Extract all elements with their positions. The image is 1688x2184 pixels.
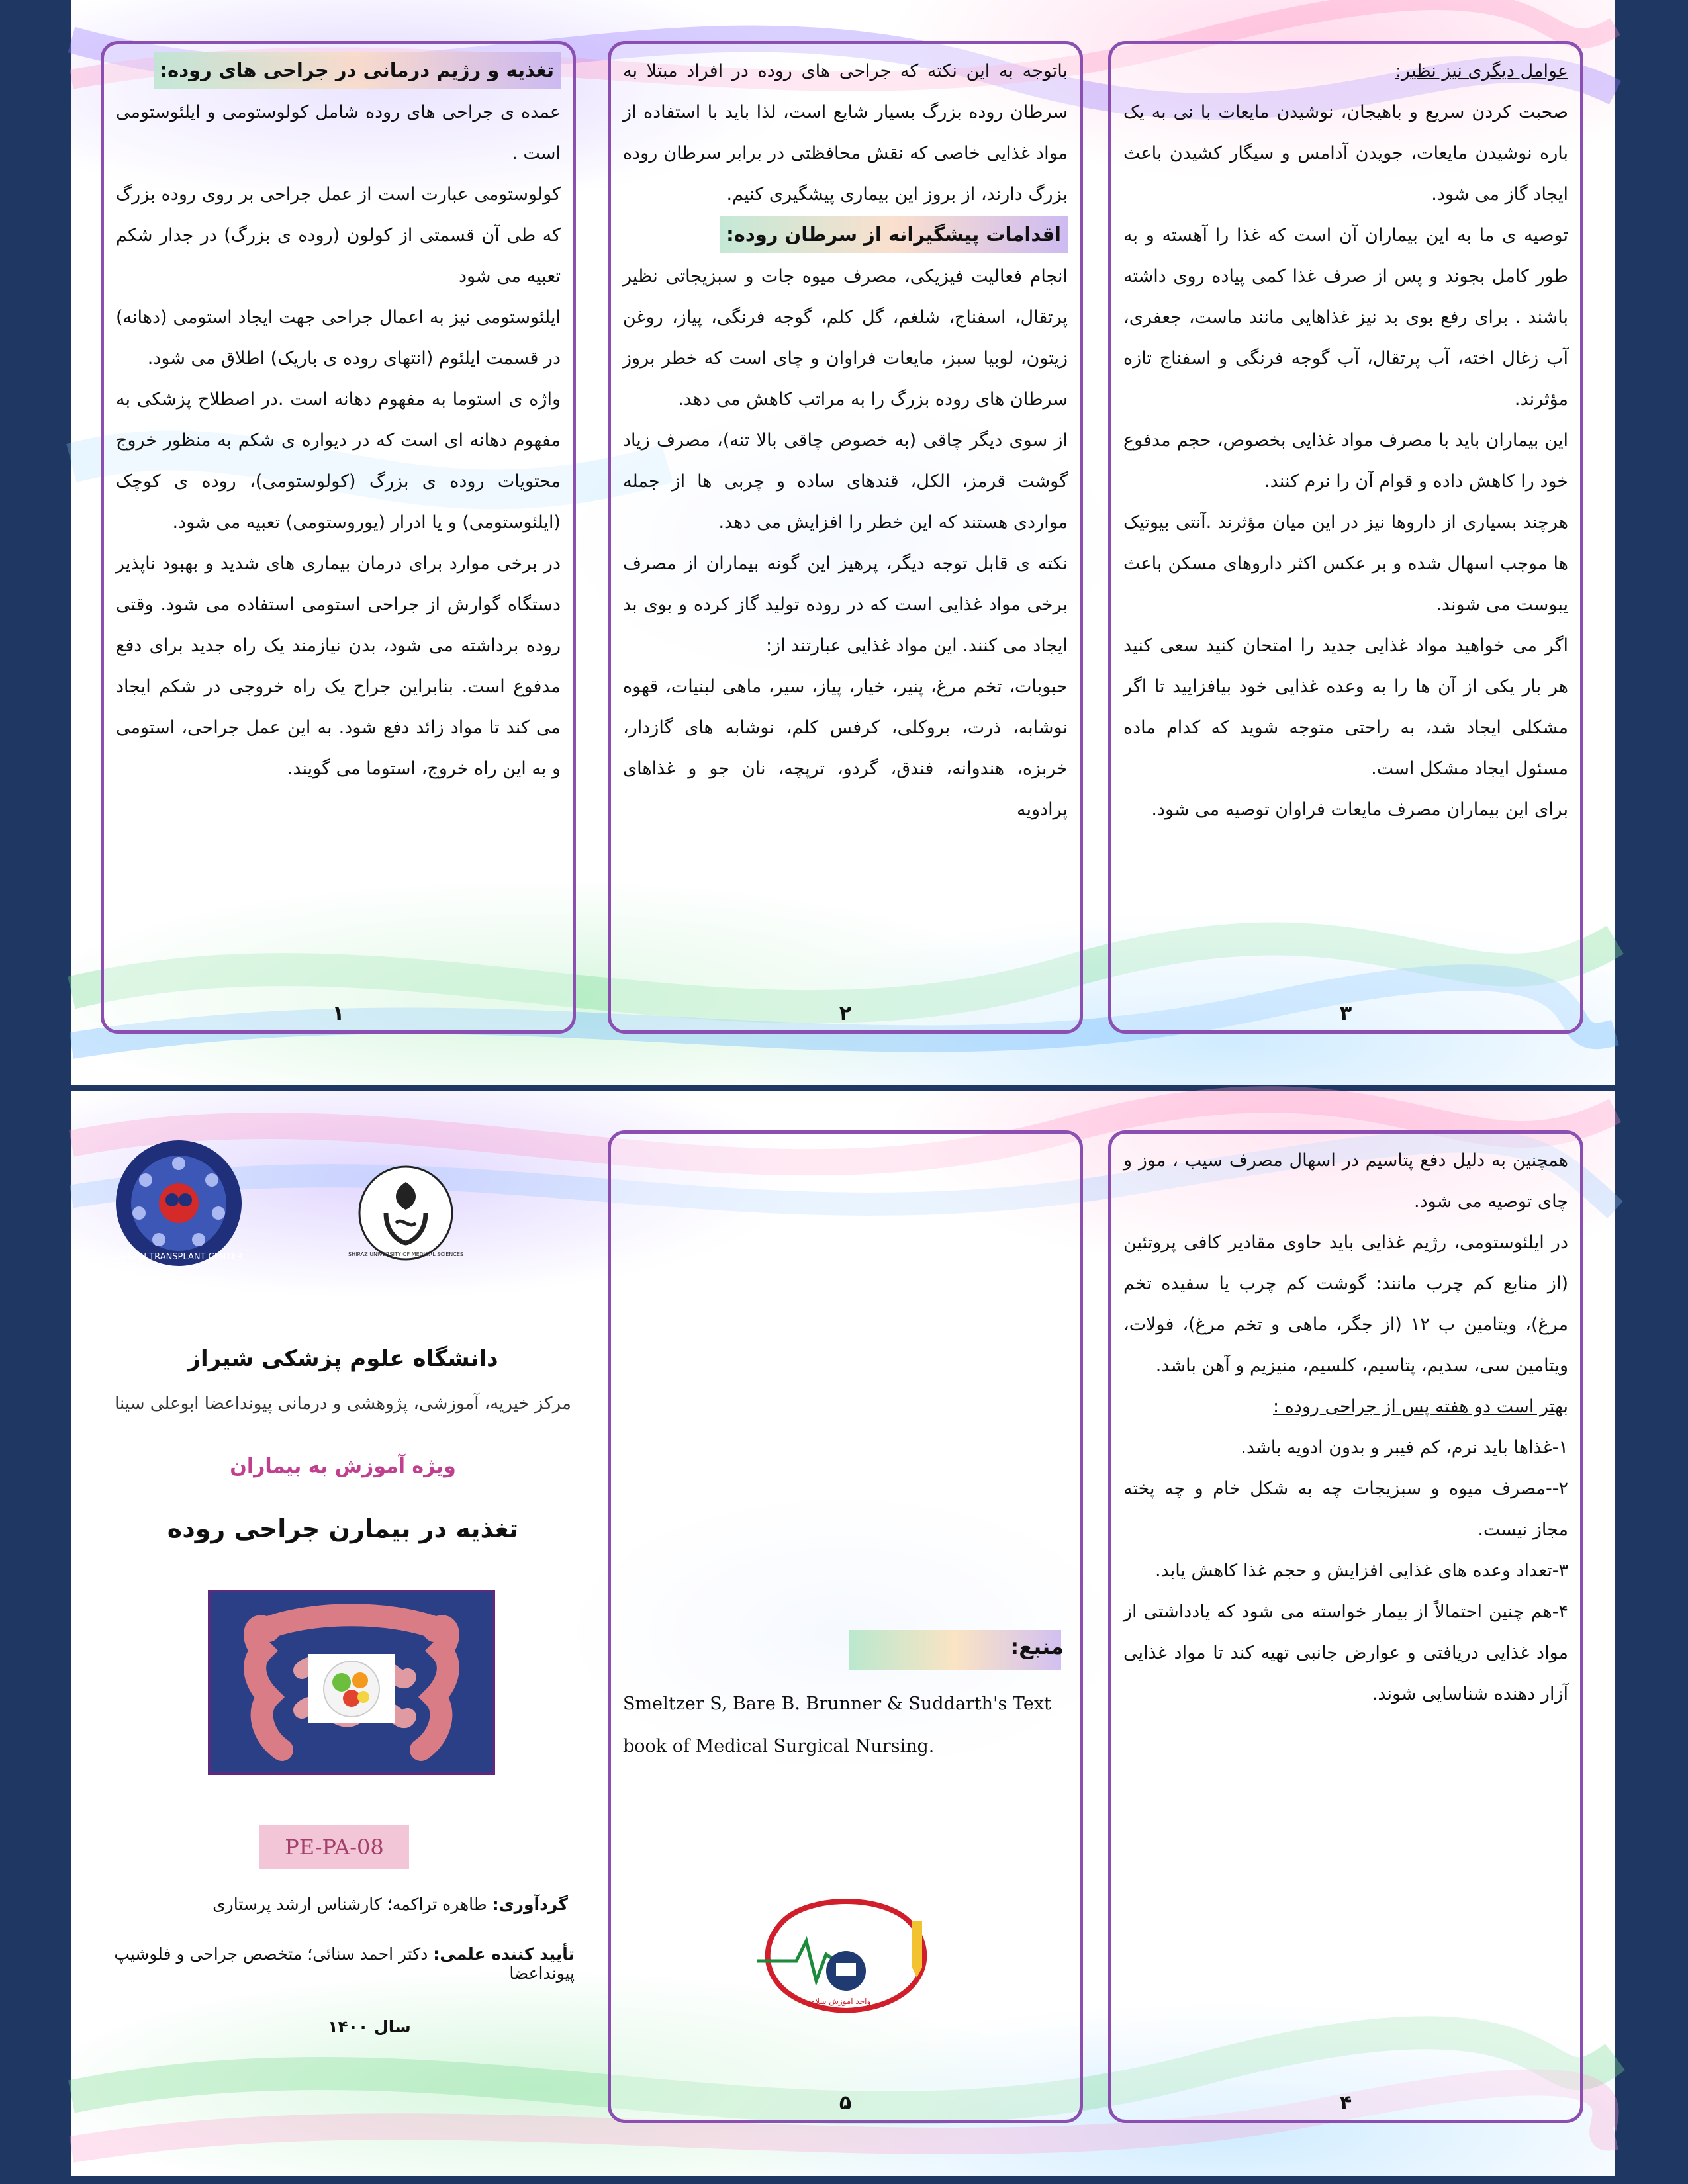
paragraph: کولوستومی عبارت است از عمل جراحی بر روی روده بزرگ که طی آن قسمتی از کولون (روده ی بزرگ) در جدار شکم تعبیه می شود (116, 184, 561, 287)
panel-2 (608, 41, 1083, 1034)
paragraph: ایلئوستومی نیز به اعمال جراحی جهت ایجاد استومی (دهانه) در قسمت ایلئوم (انتهای روده ی باریک) اطلاق می شود. (116, 307, 561, 369)
paragraph: واژه ی استوما به مفهوم دهانه است .در اصطلاح پزشکی به مفهوم دهانه ای است که در دیواره ی شکم به منظور خروج محتویات روده ی بزرگ (کولوستومی)، روده ی کوچک (ایلئوستومی) و یا ادرار (یوروستومی) تعبیه می شود. (116, 389, 561, 533)
approved-label: تأیید کننده علمی: (433, 1944, 575, 1964)
panel-4-text (1111, 1134, 1580, 1715)
university-name: دانشگاه علوم پزشکی شیراز (187, 1345, 498, 1372)
page-number: ۲ (839, 1002, 852, 1025)
paragraph: عمده ی جراحی های روده شامل کولوستومی و ایلئوستومی است . (116, 102, 561, 163)
paragraph: در ایلئوستومی، رژیم غذایی باید حاوی مقادیر کافی پروتئین (از منابع کم چرب مانند: گوشت کم چرب یا سفیده تخم مرغ)، ویتامین ب ۱۲ (از جگر، ماهی و تخم مرغ)، فولات، ویتامین سی، سدیم، پتاسیم، کلسیم، منیزیم و آهن باشد. (1123, 1232, 1568, 1376)
page-number: ۴ (1339, 2091, 1352, 2115)
paragraph: توصیه ی ما به این بیماران آن است که غذا را آهسته و به طور کامل بجوند و پس از صرف غذا کمی پیاده روی داشته باشند . برای رفع بوی بد نیز غذاهایی مانند ماست، جعفری، آب زغال اخته، آب پرتقال، آب گوجه فرنگی و اسفناج تازه مؤثرند. (1123, 225, 1568, 410)
university-logo (348, 1163, 463, 1263)
publication-year: سال ۱۴۰۰ (328, 2017, 411, 2036)
paragraph: انجام فعالیت فیزیکی، مصرف میوه جات و سبزیجاتی نظیر پرتقال، اسفناج، شلغم، گل کلم، گوجه فرنگی، پیاز، روغن زیتون، لوبیا سبز، مایعات فراوان و چای است که خطر بروز سرطان های روده بزرگ را به مراتب کاهش می دهد. (623, 266, 1068, 410)
panel-5 (608, 1130, 1083, 2123)
audience-label: ویژه آموزش به بیماران (230, 1455, 456, 1478)
logo-caption: ORGAN TRANSPLANT CENTER (115, 1252, 243, 1262)
compiled-value: طاهره تراکمه؛ کارشناس ارشد پرستاری (212, 1895, 487, 1914)
paragraph: ۳-تعداد وعده های غذایی افزایش و حجم غذا کاهش یابد. (1154, 1561, 1568, 1581)
page-number: ۵ (839, 2091, 852, 2115)
approved-value: دکتر احمد سنائی؛ متخصص جراحی و فلوشیپ پیونداعضا (114, 1944, 575, 1983)
intestine-illustration (209, 1591, 494, 1774)
paragraph: اگر می خواهید مواد غذایی جدید را امتحان کنید سعی کنید هر بار یکی از آن ها را به وعده غذایی خود بیافزایید تا اگر مشکلی ایجاد شد، به راحتی متوجه شوید که کدام ماده مسئول ایجاد مشکل است. (1123, 635, 1568, 779)
panel-1-heading: تغذیه و رژیم درمانی در جراحی های روده: (154, 52, 561, 89)
center-name: مرکز خیریه، آموزشی، پژوهشی و درمانی پیونداعضا ابوعلی سینا (115, 1394, 571, 1414)
paragraph: ۲--مصرف میوه و سبزیجات چه به شکل خام و چه پخته مجاز نیست. (1123, 1479, 1568, 1540)
paragraph: ۱-غذاها باید نرم، کم فیبر و بدون ادویه باشد. (1241, 1437, 1568, 1458)
approved-by (91, 1944, 575, 1983)
brochure-title: تغذیه در بیمارن جراحی روده (167, 1514, 519, 1543)
paragraph: باتوجه به این نکته که جراحی های روده در افراد مبتلا به سرطان روده بزرگ بسیار شایع است، لذا باید با استفاده از مواد غذایی خاصی که نقش محافظتی در برابر سرطان روده بزرگ دارند، از بروز این بیماری پیشگیری کنیم. (623, 61, 1068, 205)
panel-1 (101, 41, 576, 1034)
organ-transplant-center-logo (113, 1137, 245, 1269)
logo-caption: واحد آموزش سلامت (803, 1997, 871, 2006)
paragraph: هرچند بسیاری از داروها نیز در این میان مؤثرند .آنتی بیوتیک ها موجب اسهال شده و بر عکس اکثر داروهای مسکن باعث یبوست می شوند. (1123, 512, 1568, 615)
paragraph: ۴-هم چنین احتمالاً از بیمار خواسته می شود که یادداشتی از مواد غذایی دریافتی و عوارض جانبی تهیه کند تا مواد غذایی آزار دهنده شناسایی شوند. (1123, 1602, 1568, 1704)
paragraph: این بیماران باید با مصرف مواد غذایی بخصوص، حجم مدفوع خود را کاهش داده و قوام آن را نرم کنند. (1123, 430, 1568, 492)
cover-panel (91, 1117, 594, 2110)
paragraph: حبوبات، تخم مرغ، پنیر، خیار، پیاز، سیر، ماهی لبنیات، قهوه نوشابه، ذرت، بروکلی، کرفس کلم، نوشابه های گازدار، خربزه، هندوانه، فندق، گردو، ترپچه، نان جو و غذاهای پرادویه (623, 676, 1068, 820)
paragraph: در برخی موارد برای درمان بیماری های شدید و بهبود ناپذیر دستگاه گوارش از جراحی استومی استفاده می شود. وقتی روده برداشته می شود، بدن نیازمند یک راه جدید برای دفع مدفوع است. بنابراین جراح یک راه خروجی در شکم ایجاد می کند تا مواد زائد دفع شود. به این عمل جراحی، استومی و به این راه خروج، استوما می گویند. (116, 553, 561, 779)
panel-3 (1108, 41, 1583, 1034)
page-number: ۳ (1339, 1002, 1352, 1025)
brochure-outer-side (71, 0, 1615, 1085)
logo-caption: SHIRAZ UNIVERSITY OF MEDICAL SCIENCES (348, 1251, 463, 1257)
document-code: PE-PA-08 (259, 1825, 409, 1869)
source-citation: Smeltzer S, Bare B. Brunner & Suddarth's Text book of Medical Surgical Nursing. (623, 1694, 1051, 1756)
compiled-label: گردآوری: (492, 1895, 568, 1914)
panel-1-text (104, 44, 573, 790)
panel-3-text (1111, 44, 1580, 831)
paragraph: همچنین به دلیل دفع پتاسیم در اسهال مصرف سیب ، موز و چای توصیه می شود. (1123, 1150, 1568, 1212)
panel-4 (1108, 1130, 1583, 2123)
paragraph: بهتر است دو هفته پس از جراحی روده : (1273, 1396, 1568, 1417)
brochure-inner-side (71, 1091, 1615, 2176)
health-education-logo (743, 1895, 949, 2021)
compiled-by (91, 1895, 568, 1914)
panel-2-heading: اقدامات پیشگیرانه از سرطان روده: (720, 216, 1068, 253)
page-number: ۱ (332, 1002, 345, 1025)
paragraph: نکته ی قابل توجه دیگر، پرهیز این گونه بیماران از مصرف برخی مواد غذایی است که در روده تولید گاز کرده و بوی بد ایجاد می کنند. این مواد غذایی عبارتند از: (623, 553, 1068, 656)
paragraph: برای این بیماران مصرف مایعات فراوان توصیه می شود. (1151, 799, 1568, 820)
panel-3-heading: عوامل دیگری نیز نظیر: (1395, 61, 1568, 81)
source-heading: منبع: (1010, 1634, 1064, 1659)
paragraph: از سوی دیگر چاقی (به خصوص چاقی بالا تنه)، مصرف زیاد گوشت قرمز، الکل، قندهای ساده و چربی ها از جمله مواردی هستند که این خطر را افزایش می دهد. (623, 430, 1068, 533)
paragraph: صحبت کردن سریع و باهیجان، نوشیدن مایعات با نی به یک باره نوشیدن مایعات، جویدن آدامس و سیگار کشیدن باعث ایجاد گاز می شود. (1123, 102, 1568, 205)
panel-2-text (611, 44, 1080, 831)
